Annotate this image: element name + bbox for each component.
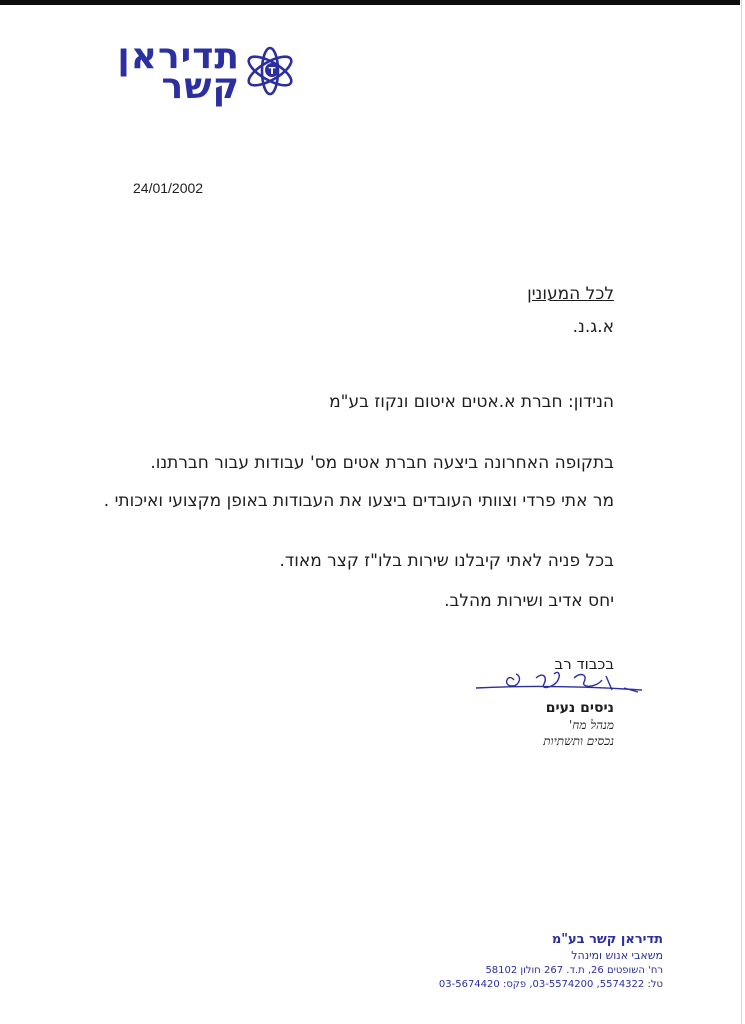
footer-address: רח' השופטים 26, ת.ד. 267 חולון 58102 [485, 965, 663, 976]
greeting-line: א.ג.נ. [572, 317, 614, 337]
page-top-border [0, 0, 740, 5]
logo-line-2: קשר [161, 66, 240, 107]
page-right-edge [741, 0, 742, 1024]
subject-line: הנידון: חברת א.אטים איטום ונקוז בע"מ [329, 392, 614, 412]
recipient-line: לכל המעונין [527, 284, 614, 304]
closing-line: בכבוד רב [554, 655, 614, 673]
body-paragraph-4: יחס אדיב ושירות מהלב. [444, 591, 614, 611]
handwritten-signature [474, 658, 644, 698]
footer-company: תדיראן קשר בע"מ [551, 932, 663, 947]
company-logo [66, 36, 298, 110]
signer-department: נכסים ותשתיות [543, 734, 614, 748]
footer-phones: טל: 5574322, 03-5574200, פקס: 03-5674420 [438, 979, 663, 990]
letter-date: 24/01/2002 [133, 180, 204, 196]
atom-emblem-icon [242, 40, 298, 102]
logo-line-1: תדיראן [117, 36, 240, 77]
signer-title: מנהל מח' [569, 718, 614, 732]
body-paragraph-2: מר אתי פרדי וצוותי העובדים ביצעו את העבודות באופן מקצועי ואיכותי . [103, 491, 614, 511]
logo-wordmark [117, 36, 240, 107]
footer-department: משאבי אנוש ומינהל [571, 949, 663, 962]
body-paragraph-3: בכל פניה לאתי קיבלנו שירות בלו"ז קצר מאוד. [279, 551, 614, 571]
signer-name: ניסים נעים [545, 700, 614, 716]
svg-text:T: T [268, 66, 276, 77]
letterhead-footer [439, 932, 663, 990]
body-paragraph-1: בתקופה האחרונה ביצעה חברת אטים מס' עבודות עבור חברתנו. [150, 453, 614, 473]
